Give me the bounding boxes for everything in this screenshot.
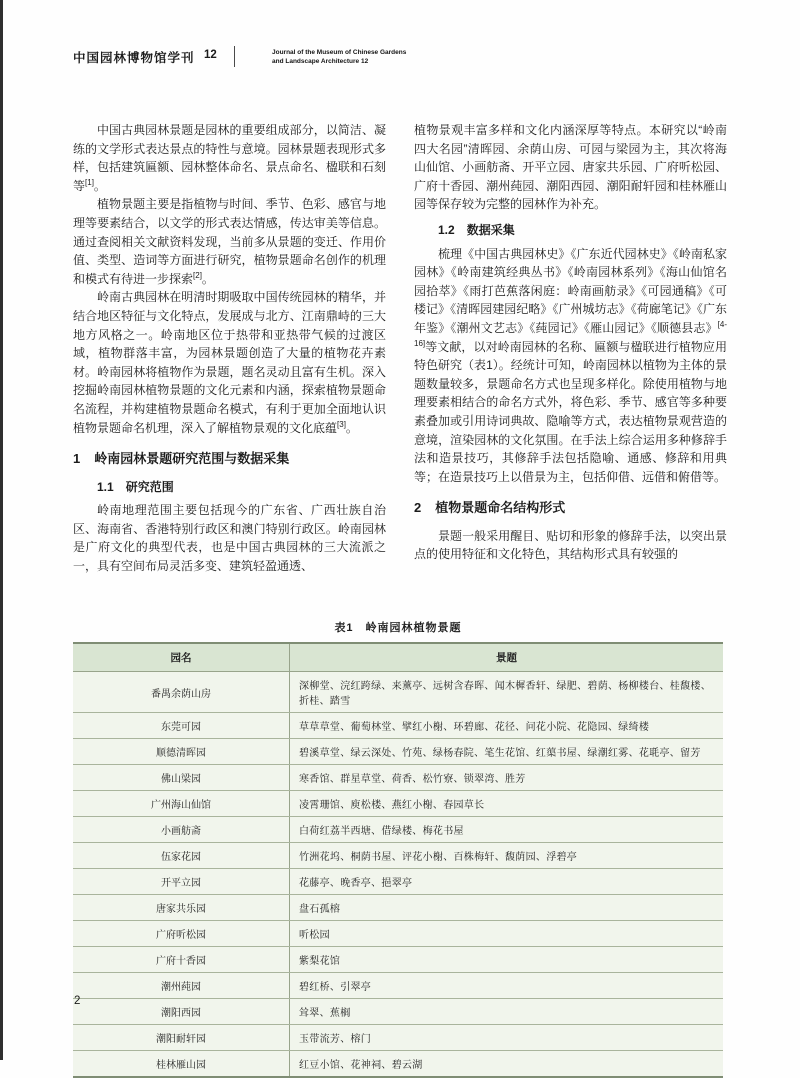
garden-name-cell: 广府听松园 (73, 921, 290, 947)
subsection-heading-1-2: 1.2 数据采集 (438, 222, 515, 237)
table-row (73, 765, 723, 791)
garden-name-cell: 潮州莼园 (73, 973, 290, 999)
journal-title-cn: 中国园林博物馆学刊 (73, 51, 195, 65)
garden-name-cell: 潮阳西园 (73, 999, 290, 1025)
table-body (73, 672, 723, 1078)
scenic-titles-cell: 耸翠、蕉榈 (290, 999, 724, 1025)
journal-title-en-line1: Journal of the Museum of Chinese Gardens (272, 49, 407, 56)
reference-mark-1: [1] (85, 177, 94, 187)
left-column (73, 121, 386, 576)
garden-name-cell: 番禺余荫山房 (73, 672, 290, 713)
table-row (73, 999, 723, 1025)
table-row (73, 973, 723, 999)
garden-plant-titles-table (73, 642, 723, 1078)
reference-mark-2: [2] (193, 270, 202, 280)
subsection-heading-1-1: 1.1 研究范围 (97, 479, 174, 494)
garden-name-cell: 唐家共乐园 (73, 895, 290, 921)
table-header-row (73, 643, 723, 672)
table-row (73, 1051, 723, 1078)
table-row (73, 672, 723, 713)
table-title: 表1 岭南园林植物景题 (334, 622, 462, 634)
garden-name-cell: 伍家花园 (73, 843, 290, 869)
reference-mark-3: [3] (337, 419, 346, 429)
section-heading-1: 1 岭南园林景题研究范围与数据采集 (73, 451, 290, 467)
scenic-titles-cell: 盘石孤榕 (290, 895, 724, 921)
table-row (73, 895, 723, 921)
section-heading-2: 2 植物景题命名结构形式 (414, 500, 566, 516)
scenic-titles-cell: 玉带流芳、榕门 (290, 1025, 724, 1051)
journal-issue-number: 12 (204, 49, 217, 61)
table-row (73, 947, 723, 973)
paragraph-intro-3: 岭南古典园林在明清时期吸取中国传统园林的精华，并结合地区特征与文化特点，发展成与北方、江南鼎峙的三大地方风格之一。岭南地区位于热带和亚热带气候的过渡区域，植物群落丰富，为园林景题创造了大量的植物花卉素材。岭南园林将植物作为景题，题名灵动且富有生机。深入挖掘岭南园林植物景题的文化元素和内涵，探索植物景题命名流程，并构建植物景题命名模式，有利于更加全面地认识植物景题命名机理，深入了解植物景观的文化底蕴[3]。 (73, 290, 386, 435)
table-row (73, 921, 723, 947)
table-row (73, 843, 723, 869)
scenic-titles-cell: 碧溪草堂、绿云深处、竹苑、绿杨春院、笔生花馆、红蕖书屋、绿潮红雾、花毦亭、留芳 (290, 739, 724, 765)
article-body (73, 121, 727, 576)
page-number: 2 (74, 995, 81, 1007)
scan-edge-strip (0, 0, 3, 1060)
scenic-titles-cell: 寒香馆、群星草堂、荷香、松竹寮、锁翠湾、胜芳 (290, 765, 724, 791)
paragraph-intro-2: 植物景题主要是指植物与时间、季节、色彩、感官与地理等要素结合，以文学的形式表达情感，传达审美等信息。通过查阅相关文献资料发现，当前多从景题的变迁、作用价值、类型、造词等方面进行研究，植物景题命名创作的机理和模式有待进一步探索[2]。 (73, 197, 386, 286)
right-column (414, 121, 727, 576)
table-row (73, 739, 723, 765)
journal-title-en (272, 49, 462, 66)
scenic-titles-cell: 花藤亭、晚香亭、挹翠亭 (290, 869, 724, 895)
table-row (73, 1025, 723, 1051)
reference-mark-4-16: [4-16] (414, 319, 727, 348)
table-row (73, 791, 723, 817)
garden-name-cell: 桂林雁山园 (73, 1051, 290, 1078)
table-row (73, 713, 723, 739)
header-divider (234, 46, 235, 67)
garden-name-cell: 顺德清晖园 (73, 739, 290, 765)
journal-title-en-line2: and Landscape Architecture 12 (272, 57, 369, 65)
scenic-titles-cell: 草草草堂、葡萄林堂、擘红小榭、环碧廊、花径、问花小院、花隐园、绿绮楼 (290, 713, 724, 739)
paragraph-scope-continued: 植物景观丰富多样和文化内涵深厚等特点。本研究以“岭南四大名园”清晖园、余荫山房、可园与梁园为主，其次将海山仙馆、小画舫斋、开平立园、唐家共乐园、广府听松园、广府十香园、潮州莼园、潮阳西园、潮阳耐轩园和桂林雁山园等保存较为完整的园林作为补充。 (414, 123, 727, 212)
column-header-garden-name: 园名 (73, 643, 290, 672)
paragraph-data-collection: 梳理《中国古典园林史》《广东近代园林史》《岭南私家园林》《岭南建筑经典丛书》《岭南园林系列》《海山仙馆名园拾萃》《雨打芭蕉落闲庭：岭南画舫录》《可园通稿》《可楼记》《清晖园建园纪略》《广州城坊志》《荷廊笔记》《广东年鉴》《潮州文艺志》《莼园记》《雁山园记》《顺德县志》[4-16]等文献，以对岭南园林的名称、匾额与楹联进行植物应用特色研究（表1）。经统计可知，岭南园林以植物为主体的景题数量较多，景题命名方式也呈现多样化。除使用植物与地理要素相结合的命名方式外，将色彩、季节、感官等多种要素叠加或引用诗词典故、隐喻等方式，表达植物景观营造的意境，渲染园林的文化氛围。在手法上综合运用多种修辞手法和造景技巧，其修辞手法包括隐喻、通感、修辞和用典等；在造景技巧上以借景为主，包括仰借、远借和俯借等。 (414, 246, 727, 484)
page-header (73, 46, 727, 72)
table-head (73, 643, 723, 672)
scenic-titles-cell: 竹洲花坞、桐荫书屋、评花小榭、百株梅轩、馥荫园、浮碧亭 (290, 843, 724, 869)
scenic-titles-cell: 紫梨花馆 (290, 947, 724, 973)
garden-name-cell: 广州海山仙馆 (73, 791, 290, 817)
garden-name-cell: 广府十香园 (73, 947, 290, 973)
scenic-titles-cell: 深柳堂、浣红跨绿、来薰亭、远树含春晖、闻木樨香轩、绿肥、碧荫、杨柳楼台、桂馥楼、折桂、踏雪 (290, 672, 724, 713)
garden-name-cell: 东莞可园 (73, 713, 290, 739)
paragraph-naming-structure: 景题一般采用醒目、贴切和形象的修辞手法，以突出景点的使用特征和文化特色，其结构形式具有较强的 (414, 528, 727, 562)
garden-name-cell: 佛山梁园 (73, 765, 290, 791)
table-row (73, 817, 723, 843)
scenic-titles-cell: 白荷红荔半西塘、借绿楼、梅花书屋 (290, 817, 724, 843)
paragraph-intro-1: 中国古典园林景题是园林的重要组成部分，以简洁、凝练的文学形式表达景点的特性与意境。园林景题表现形式多样，包括建筑匾额、园林整体命名、景点命名、楹联和石刻等[1]。 (73, 123, 386, 193)
table-1-block (73, 619, 723, 1078)
garden-name-cell: 小画舫斋 (73, 817, 290, 843)
scenic-titles-cell: 听松园 (290, 921, 724, 947)
table-row (73, 869, 723, 895)
garden-name-cell: 开平立园 (73, 869, 290, 895)
scenic-titles-cell: 碧红桥、引翠亭 (290, 973, 724, 999)
scenic-titles-cell: 凌霄珊馆、庾松楼、燕红小榭、春园草长 (290, 791, 724, 817)
scenic-titles-cell: 红豆小馆、花神祠、碧云湖 (290, 1051, 724, 1078)
column-header-scenic-titles: 景题 (290, 643, 724, 672)
garden-name-cell: 潮阳耐轩园 (73, 1025, 290, 1051)
paragraph-scope: 岭南地理范围主要包括现今的广东省、广西壮族自治区、海南省、香港特别行政区和澳门特别行政区。岭南园林是广府文化的典型代表，也是中国古典园林的三大流派之一，具有空间布局灵活多变、建筑轻盈通透、 (73, 503, 386, 574)
